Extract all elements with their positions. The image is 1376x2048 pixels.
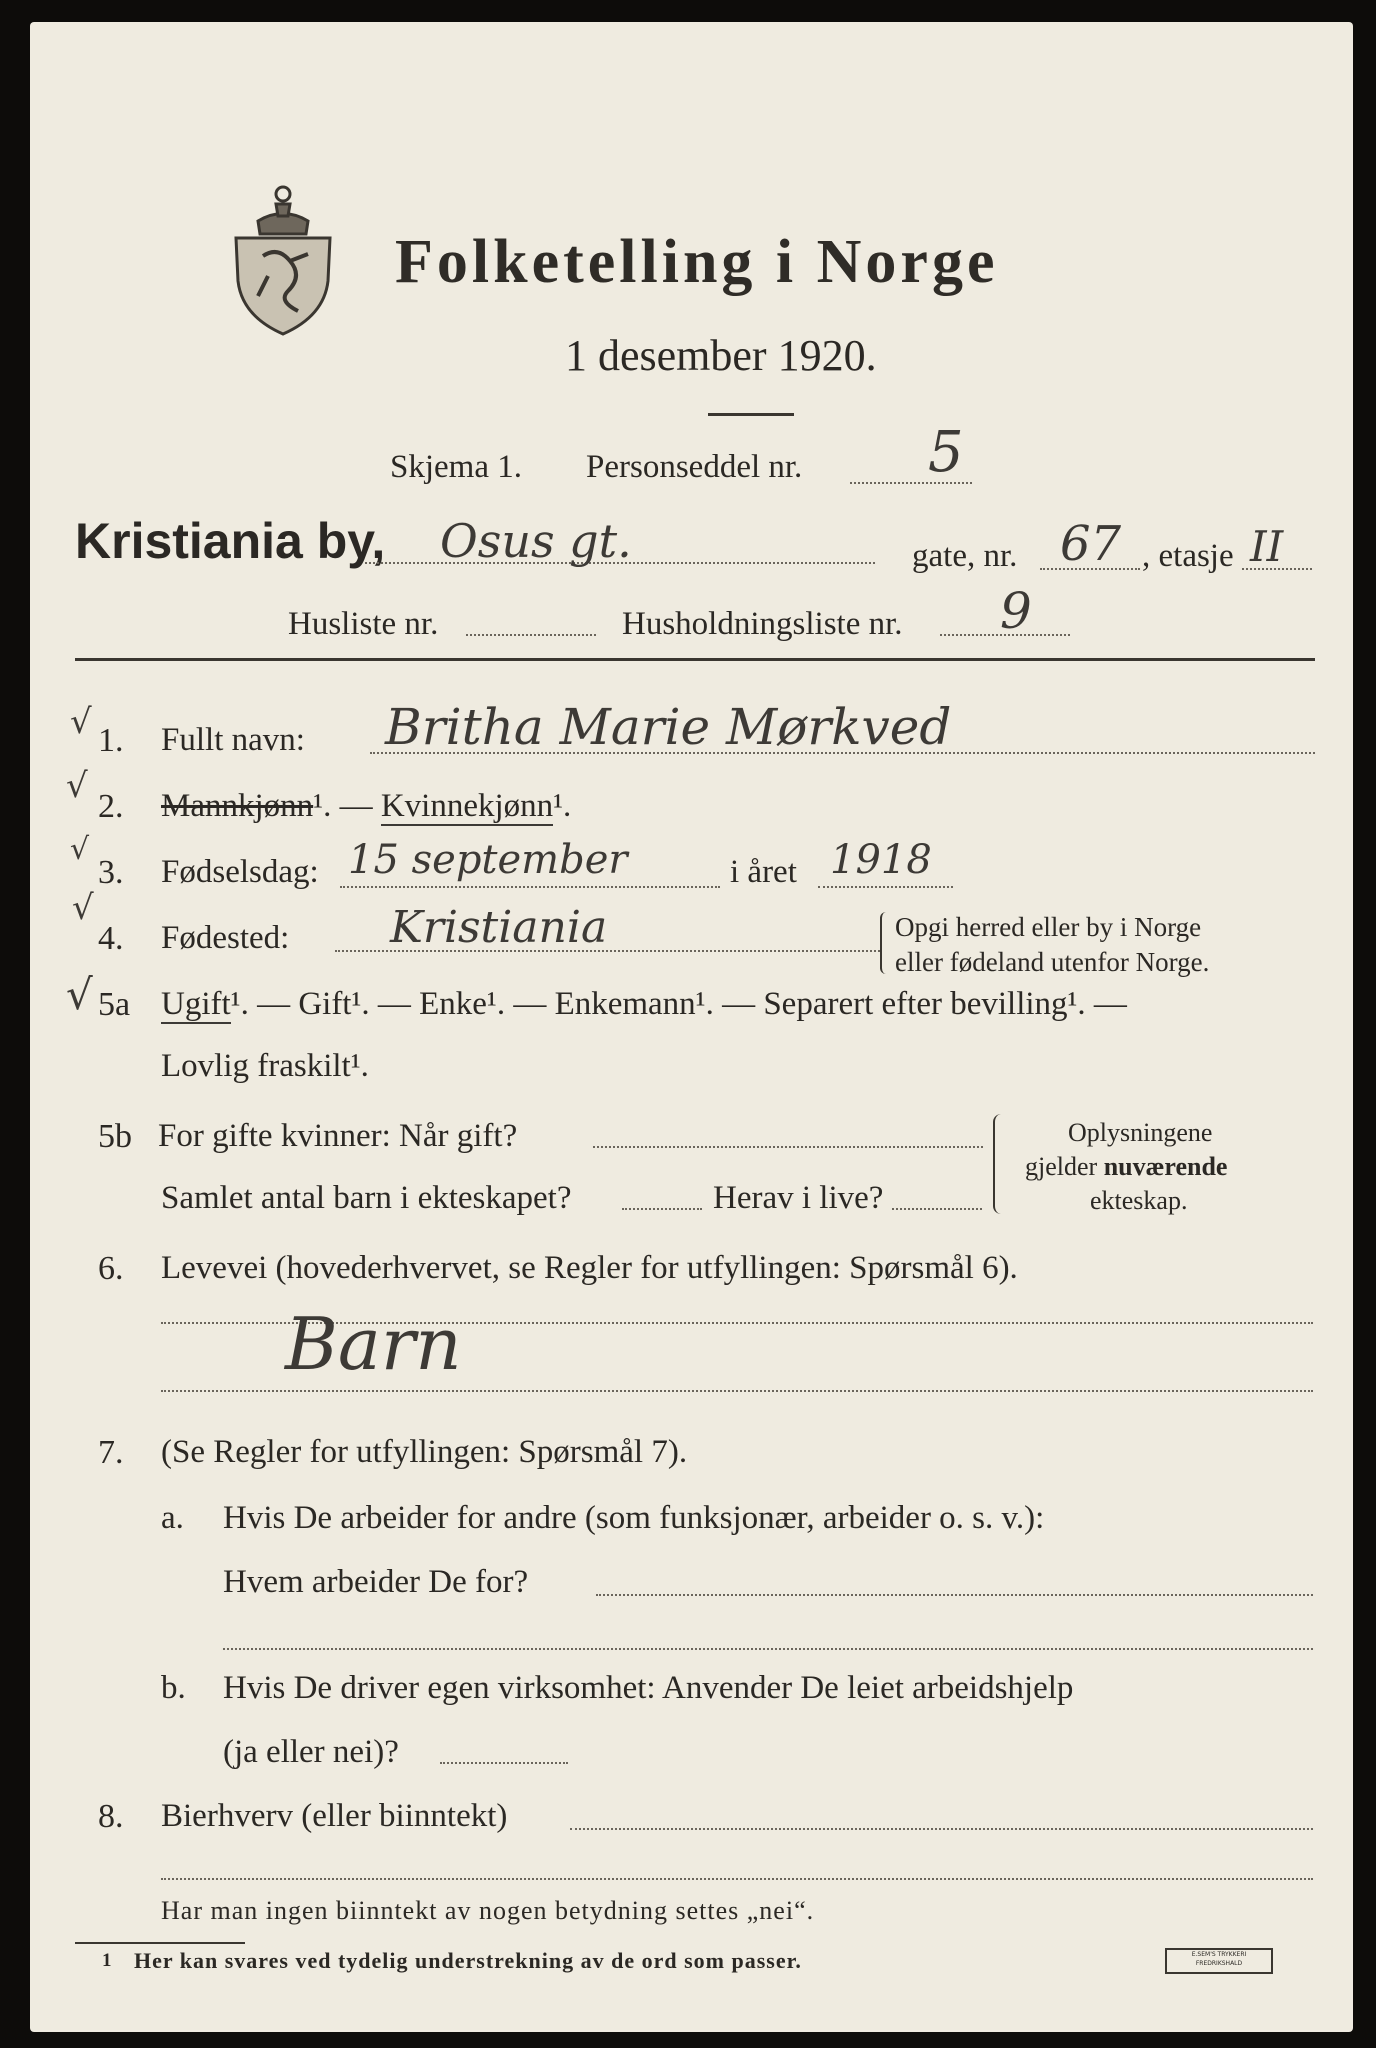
q2-options bbox=[161, 788, 571, 825]
q6-label: Levevei (hovederhvervet, se Regler for utfyllingen: Spørsmål 6). bbox=[161, 1250, 1018, 1286]
header-divider bbox=[75, 658, 1315, 661]
title-divider bbox=[708, 413, 794, 416]
q1-number: 1. bbox=[98, 722, 124, 759]
checkmark-q3: √ bbox=[70, 832, 90, 867]
q5a-line-2[interactable]: Lovlig fraskilt¹. bbox=[161, 1048, 369, 1084]
q1-label: Fullt navn: bbox=[161, 722, 305, 758]
q3-number: 3. bbox=[98, 854, 124, 891]
skjema-label: Skjema 1. bbox=[390, 449, 522, 485]
q5b-note-3: ekteskap. bbox=[1090, 1186, 1188, 1215]
occupation-value[interactable]: Barn bbox=[285, 1302, 462, 1386]
married-when-line bbox=[593, 1146, 983, 1148]
form-title: Folketelling i Norge bbox=[395, 228, 999, 296]
footnote-divider bbox=[75, 1942, 245, 1944]
q7b-question: (ja eller nei)? bbox=[223, 1734, 399, 1770]
husliste-label: Husliste nr. bbox=[288, 606, 439, 642]
female-option[interactable]: Kvinnekjønn bbox=[380, 788, 554, 824]
q2-end: ¹. bbox=[553, 788, 572, 824]
q8-label: Bierhverv (eller biinntekt) bbox=[161, 1798, 508, 1834]
q4-number: 4. bbox=[98, 920, 124, 957]
q4-note-2: eller fødeland utenfor Norge. bbox=[895, 947, 1210, 977]
footnote-mark: 1 bbox=[102, 1950, 112, 1971]
checkmark-q1: √ bbox=[70, 702, 92, 742]
q4-label: Fødested: bbox=[161, 920, 290, 956]
q2-number: 2. bbox=[98, 788, 124, 825]
birthdate-value[interactable]: 15 september bbox=[348, 837, 628, 883]
q3-line bbox=[340, 886, 720, 888]
husholdning-label: Husholdningsliste nr. bbox=[622, 606, 903, 642]
q5b-note-2b: nuværende bbox=[1103, 1152, 1228, 1181]
coat-of-arms-icon bbox=[228, 176, 338, 336]
census-date: 1 desember 1920. bbox=[565, 331, 877, 380]
q7a-label: Hvis De arbeider for andre (som funksjonær, arbeider o. s. v.): bbox=[223, 1500, 1045, 1536]
q7-number: 7. bbox=[98, 1434, 124, 1471]
q7-label: (Se Regler for utfyllingen: Spørsmål 7). bbox=[161, 1434, 688, 1470]
q5b-note-2 bbox=[1025, 1152, 1227, 1182]
q7b-label: Hvis De driver egen virksomhet: Anvender De leiet arbeidshjelp bbox=[223, 1670, 1074, 1706]
etasje-label: , etasje bbox=[1142, 538, 1234, 574]
year-line bbox=[818, 886, 953, 888]
income-note: Har man ingen biinntekt av nogen betydning settes „nei“. bbox=[161, 1896, 815, 1925]
q5a-other-options[interactable]: ¹. — Gift¹. — Enke¹. — Enkemann¹. — Separert efter bevilling¹. — bbox=[230, 986, 1127, 1022]
birth-year-value[interactable]: 1918 bbox=[830, 837, 932, 883]
q5b-label-2: Samlet antal barn i ekteskapet? bbox=[161, 1180, 572, 1216]
q2-separator: ¹. — bbox=[313, 788, 381, 824]
side-income-line-1 bbox=[570, 1828, 1313, 1830]
q7a-number: a. bbox=[161, 1500, 184, 1536]
checkmark-q4: √ bbox=[72, 888, 94, 928]
husliste-line bbox=[466, 634, 596, 636]
q5b-label-1: For gifte kvinner: Når gift? bbox=[158, 1118, 518, 1154]
hired-help-line bbox=[440, 1762, 568, 1764]
q5a-number: 5a bbox=[98, 986, 131, 1023]
husholdning-value[interactable]: 9 bbox=[1000, 582, 1032, 640]
full-name-value[interactable]: Britha Marie Mørkved bbox=[385, 698, 952, 756]
q6-number: 6. bbox=[98, 1250, 124, 1287]
children-alive-line bbox=[892, 1208, 982, 1210]
census-form bbox=[30, 22, 1353, 2032]
q7b-number: b. bbox=[161, 1670, 186, 1706]
q5a-options bbox=[161, 986, 1127, 1023]
footnote-text: Her kan svares ved tydelig understrekning av de ord som passer. bbox=[134, 1948, 802, 1973]
children-count-line bbox=[622, 1208, 702, 1210]
q5b-number: 5b bbox=[98, 1118, 132, 1155]
q3-label: Fødselsdag: bbox=[161, 854, 319, 890]
q5b-note-1: Oplysningene bbox=[1068, 1118, 1213, 1147]
house-number-value[interactable]: 67 bbox=[1060, 516, 1122, 572]
q8-number: 8. bbox=[98, 1798, 124, 1835]
q7a-question: Hvem arbeider De for? bbox=[223, 1564, 529, 1600]
employer-line-1 bbox=[596, 1594, 1313, 1596]
checkmark-q5a: √ bbox=[66, 970, 93, 1019]
personseddel-label: Personseddel nr. bbox=[586, 449, 803, 485]
personseddel-value[interactable]: 5 bbox=[928, 420, 964, 485]
street-value[interactable]: Osus gt. bbox=[440, 514, 632, 568]
male-option[interactable]: Mannkjønn bbox=[161, 788, 314, 824]
gate-label: gate, nr. bbox=[912, 538, 1018, 574]
birthplace-value[interactable]: Kristiania bbox=[390, 902, 608, 953]
year-label: i året bbox=[730, 854, 797, 890]
q4-note-1: Opgi herred eller by i Norge bbox=[895, 912, 1202, 942]
occupation-line-2 bbox=[161, 1390, 1313, 1392]
city-label: Kristiania by, bbox=[75, 513, 386, 569]
ugift-option[interactable]: Ugift bbox=[161, 986, 231, 1022]
side-income-line-2 bbox=[161, 1878, 1313, 1880]
q4-brace bbox=[880, 912, 890, 974]
q5b-note-2a: gjelder bbox=[1025, 1152, 1104, 1181]
q5b-brace bbox=[993, 1114, 1003, 1214]
etasje-value[interactable]: II bbox=[1250, 522, 1284, 571]
printer-stamp: E.SEM'S TRYKKERI FREDRIKSHALD bbox=[1165, 1948, 1273, 1974]
employer-line-2 bbox=[223, 1648, 1313, 1650]
checkmark-q2: √ bbox=[66, 766, 88, 806]
q5b-label-3: Herav i live? bbox=[713, 1180, 884, 1216]
